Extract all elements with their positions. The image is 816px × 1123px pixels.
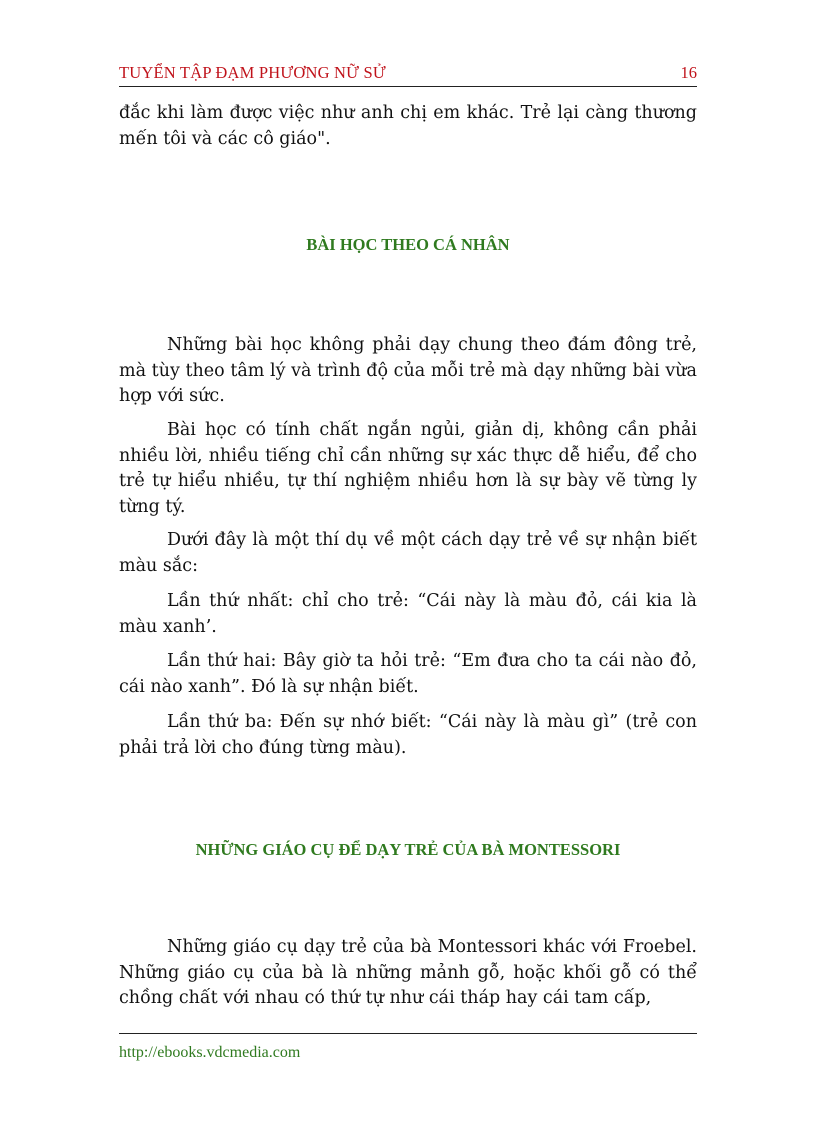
paragraph: Những giáo cụ dạy trẻ của bà Montessori khác với Froebel. Những giáo cụ của bà là những mảnh gỗ, hoặc khối gỗ có thể chồng chất với nhau có thứ tự như cái tháp hay cái tam cấp, bbox=[119, 937, 697, 1008]
footer-divider bbox=[119, 1033, 697, 1034]
paragraph: Dưới đây là một thí dụ về một cách dạy trẻ về sự nhận biết màu sắc: bbox=[119, 530, 697, 576]
page-header bbox=[119, 62, 697, 87]
book-title: TUYỂN TẬP ĐẠM PHƯƠNG NỮ SỬ bbox=[119, 63, 386, 82]
section-heading-montessori-materials: NHỮNG GIÁO CỤ ĐỂ DẠY TRẺ CỦA BÀ MONTESSORI bbox=[195, 840, 621, 859]
paragraph: Bài học có tính chất ngắn ngủi, giản dị, không cần phải nhiều lời, nhiều tiếng chỉ cần những sự xác thực dễ hiểu, để cho trẻ tự hiểu nhiều, tự thí nghiệm nhiều hơn là sự bày vẽ từng ly từng tý. bbox=[119, 420, 697, 517]
paragraph: Lần thứ ba: Đến sự nhớ biết: “Cái này là màu gì” (trẻ con phải trả lời cho đúng từng màu). bbox=[119, 712, 697, 758]
page-number: 16 bbox=[680, 63, 697, 82]
paragraph: Lần thứ hai: Bây giờ ta hỏi trẻ: “Em đưa cho ta cái nào đỏ, cái nào xanh”. Đó là sự nhận biết. bbox=[119, 651, 697, 697]
paragraph: Lần thứ nhất: chỉ cho trẻ: “Cái này là màu đỏ, cái kia là màu xanh’. bbox=[119, 591, 697, 637]
paragraph-continuation: đắc khi làm được việc như anh chị em khác. Trẻ lại càng thương mến tôi và các cô giáo". bbox=[119, 103, 697, 149]
paragraph: Những bài học không phải dạy chung theo đám đông trẻ, mà tùy theo tâm lý và trình độ của mỗi trẻ mà dạy những bài vừa hợp với sức. bbox=[119, 335, 697, 406]
footer-link[interactable]: http://ebooks.vdcmedia.com bbox=[119, 1044, 301, 1061]
section-heading-individual-lessons: BÀI HỌC THEO CÁ NHÂN bbox=[306, 235, 510, 254]
